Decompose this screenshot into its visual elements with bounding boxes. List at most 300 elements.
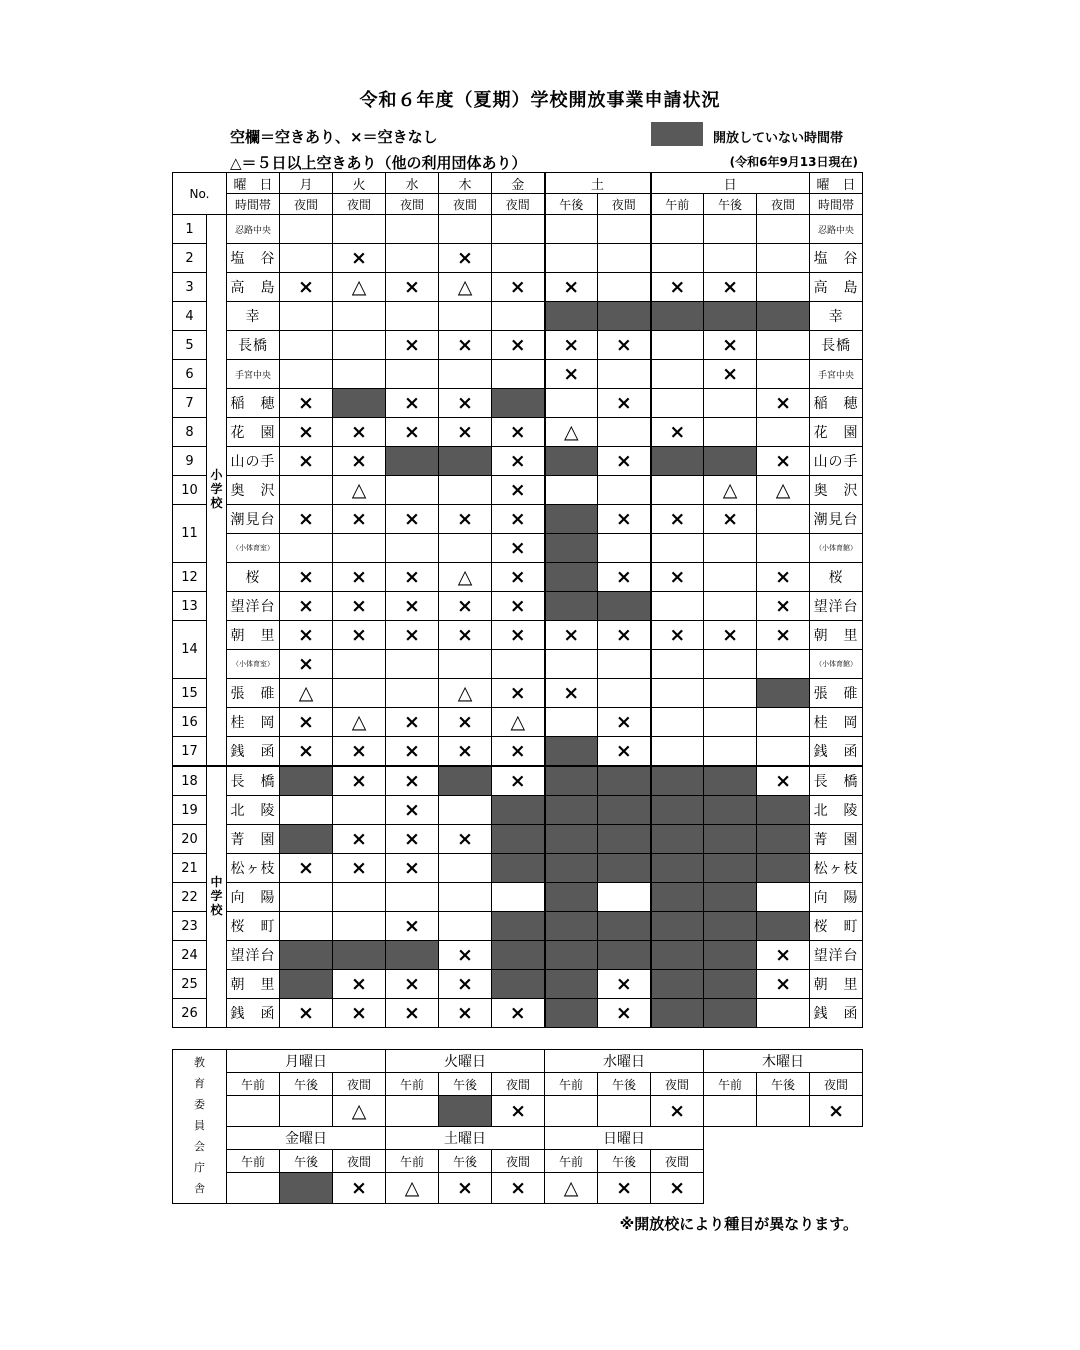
status-full-cell: × (704, 505, 757, 534)
table-row (173, 331, 863, 360)
status-full-cell: × (280, 389, 333, 418)
day-header: 水 (386, 173, 439, 194)
status-cell (598, 883, 651, 912)
closed-cell (704, 854, 757, 883)
row-number: 23 (173, 912, 207, 941)
closed-cell (651, 970, 704, 999)
table-row (173, 825, 863, 854)
school-name-right: 望洋台 (810, 592, 863, 621)
status-full-cell: × (492, 447, 545, 476)
status-cell (439, 534, 492, 563)
status-partial-cell: △ (333, 273, 386, 302)
status-cell (704, 563, 757, 592)
row-number: 9 (173, 447, 207, 476)
status-partial-cell: △ (333, 708, 386, 737)
status-full-cell: × (280, 563, 333, 592)
edu-day-header: 土曜日 (386, 1127, 545, 1150)
closed-cell (704, 883, 757, 912)
closed-cell (545, 766, 598, 796)
closed-cell (651, 854, 704, 883)
edu-slot-row (173, 1073, 863, 1096)
status-full-cell: × (386, 621, 439, 650)
category-elementary: 小学校 (207, 215, 227, 767)
status-full-cell: × (439, 1173, 492, 1204)
school-name-right: 塩 谷 (810, 244, 863, 273)
status-full-cell: × (757, 766, 810, 796)
status-cell (757, 650, 810, 679)
status-full-cell: × (333, 418, 386, 447)
edu-slot-header: 午前 (386, 1073, 439, 1096)
table-row (173, 883, 863, 912)
edu-slot-header: 午前 (545, 1073, 598, 1096)
status-cell (280, 1096, 333, 1127)
closed-cell (704, 941, 757, 970)
status-full-cell: × (280, 650, 333, 679)
status-full-cell: × (386, 273, 439, 302)
status-cell (280, 302, 333, 331)
status-full-cell: × (757, 592, 810, 621)
status-cell (280, 476, 333, 505)
status-full-cell: × (280, 708, 333, 737)
status-full-cell: × (333, 825, 386, 854)
status-cell (492, 650, 545, 679)
row-number: 4 (173, 302, 207, 331)
status-full-cell: × (280, 592, 333, 621)
status-full-cell: × (492, 999, 545, 1028)
row-number: 24 (173, 941, 207, 970)
closed-cell (439, 1096, 492, 1127)
school-name-right: 桜 (810, 563, 863, 592)
status-full-cell: × (333, 621, 386, 650)
status-cell (757, 708, 810, 737)
status-cell (280, 912, 333, 941)
status-full-cell: × (439, 389, 492, 418)
school-name-right: 忍路中央 (810, 215, 863, 244)
closed-cell (545, 796, 598, 825)
status-full-cell: × (757, 563, 810, 592)
status-full-cell: × (598, 331, 651, 360)
status-cell (280, 244, 333, 273)
status-cell (280, 360, 333, 389)
status-full-cell: × (333, 447, 386, 476)
status-partial-cell: △ (439, 563, 492, 592)
day-header: 日 (651, 173, 810, 194)
status-cell (704, 679, 757, 708)
row-number: 17 (173, 737, 207, 767)
school-name-right: 奥 沢 (810, 476, 863, 505)
status-cell (439, 215, 492, 244)
status-cell (651, 244, 704, 273)
closed-cell (492, 854, 545, 883)
sub-facility-name: （小体育室） (227, 534, 280, 563)
closed-cell (280, 825, 333, 854)
status-cell (386, 534, 439, 563)
youbi-header: 曜 日 (227, 173, 280, 194)
school-name: 幸 (227, 302, 280, 331)
table-row (173, 708, 863, 737)
status-cell (651, 476, 704, 505)
status-cell (492, 244, 545, 273)
status-full-cell: × (492, 563, 545, 592)
status-full-cell: × (492, 273, 545, 302)
row-number: 15 (173, 679, 207, 708)
school-name-right: 長橋 (810, 331, 863, 360)
status-cell (598, 360, 651, 389)
closed-cell (280, 1173, 333, 1204)
row-number: 18 (173, 766, 207, 796)
jikantai-header-right: 時間帯 (810, 194, 863, 215)
table-row (173, 244, 863, 273)
edu-empty (704, 1173, 863, 1204)
status-cell (333, 796, 386, 825)
status-full-cell: × (280, 273, 333, 302)
closed-cell (651, 999, 704, 1028)
status-full-cell: × (280, 854, 333, 883)
closed-cell (651, 796, 704, 825)
closed-cell (598, 766, 651, 796)
closed-cell (545, 970, 598, 999)
row-number: 19 (173, 796, 207, 825)
school-name-right: 朝 里 (810, 970, 863, 999)
status-full-cell: × (386, 912, 439, 941)
table-row (173, 447, 863, 476)
school-name: 北 陵 (227, 796, 280, 825)
table-row (173, 302, 863, 331)
closed-cell (333, 941, 386, 970)
status-cell (333, 331, 386, 360)
status-full-cell: × (492, 505, 545, 534)
status-full-cell: × (704, 273, 757, 302)
status-cell (492, 215, 545, 244)
status-cell (704, 389, 757, 418)
status-cell (757, 215, 810, 244)
status-full-cell: × (386, 505, 439, 534)
status-full-cell: × (439, 418, 492, 447)
status-partial-cell: △ (545, 1173, 598, 1204)
row-number: 20 (173, 825, 207, 854)
closed-cell (545, 447, 598, 476)
status-cell (757, 883, 810, 912)
status-cell (280, 883, 333, 912)
school-name-right: 菁 園 (810, 825, 863, 854)
status-cell (386, 215, 439, 244)
status-full-cell: × (651, 505, 704, 534)
school-name: 朝 里 (227, 970, 280, 999)
closed-cell (545, 941, 598, 970)
status-full-cell: × (492, 621, 545, 650)
closed-cell (598, 854, 651, 883)
status-cell (333, 360, 386, 389)
status-full-cell: × (439, 505, 492, 534)
status-cell (545, 389, 598, 418)
status-partial-cell: △ (492, 708, 545, 737)
status-full-cell: × (492, 1096, 545, 1127)
school-name: 花 園 (227, 418, 280, 447)
edu-day-row (173, 1050, 863, 1073)
status-full-cell: × (757, 621, 810, 650)
status-cell (545, 215, 598, 244)
status-full-cell: × (598, 999, 651, 1028)
edu-slot-header: 午前 (227, 1150, 280, 1173)
status-partial-cell: △ (757, 476, 810, 505)
closed-cell (704, 796, 757, 825)
table-row (173, 796, 863, 825)
status-full-cell: × (704, 331, 757, 360)
status-cell (598, 215, 651, 244)
closed-cell (704, 825, 757, 854)
row-number: 6 (173, 360, 207, 389)
school-name-right: 朝 里 (810, 621, 863, 650)
edu-slot-header: 午後 (598, 1150, 651, 1173)
closed-cell (598, 912, 651, 941)
status-full-cell: × (386, 854, 439, 883)
status-full-cell: × (386, 708, 439, 737)
closed-cell (651, 302, 704, 331)
closed-cell (545, 912, 598, 941)
status-cell (757, 999, 810, 1028)
school-name-right: 桂 岡 (810, 708, 863, 737)
status-full-cell: × (757, 970, 810, 999)
school-name-right: 潮見台 (810, 505, 863, 534)
row-number: 5 (173, 331, 207, 360)
status-cell (333, 679, 386, 708)
row-number: 8 (173, 418, 207, 447)
jikantai-header: 時間帯 (227, 194, 280, 215)
slot-header: 午前 (651, 194, 704, 215)
edu-day-header: 日曜日 (545, 1127, 704, 1150)
status-cell (757, 360, 810, 389)
status-full-cell: × (439, 737, 492, 767)
closed-cell (492, 941, 545, 970)
edu-slot-header: 夜間 (333, 1150, 386, 1173)
closed-cell (757, 825, 810, 854)
closed-cell (280, 766, 333, 796)
school-name: 菁 園 (227, 825, 280, 854)
status-full-cell: × (598, 621, 651, 650)
status-full-cell: × (598, 1173, 651, 1204)
school-name-right: 向 陽 (810, 883, 863, 912)
edu-slot-header: 午前 (545, 1150, 598, 1173)
table-row (173, 999, 863, 1028)
edu-slot-header: 夜間 (651, 1073, 704, 1096)
status-full-cell: × (386, 331, 439, 360)
status-cell (386, 679, 439, 708)
closed-cell (386, 941, 439, 970)
edu-slot-row (173, 1150, 863, 1173)
status-full-cell: × (439, 825, 492, 854)
school-name-right: 幸 (810, 302, 863, 331)
closed-cell (545, 999, 598, 1028)
status-cell (333, 215, 386, 244)
status-partial-cell: △ (280, 679, 333, 708)
closed-cell (651, 447, 704, 476)
status-full-cell: × (280, 447, 333, 476)
day-header: 木 (439, 173, 492, 194)
status-cell (651, 737, 704, 767)
school-name: 桜 町 (227, 912, 280, 941)
edu-slot-header: 午後 (280, 1073, 333, 1096)
closed-cell (598, 302, 651, 331)
closed-cell (757, 796, 810, 825)
status-full-cell: × (439, 941, 492, 970)
edu-empty (704, 1127, 863, 1150)
closed-cell (757, 912, 810, 941)
school-name: 望洋台 (227, 941, 280, 970)
closed-cell (545, 825, 598, 854)
status-cell (704, 1096, 757, 1127)
closed-cell (545, 592, 598, 621)
edu-slot-header: 夜間 (810, 1073, 863, 1096)
table-row (173, 273, 863, 302)
education-office-table (172, 1049, 863, 1204)
school-name: 長橋 (227, 331, 280, 360)
status-full-cell: × (333, 1173, 386, 1204)
table-row (173, 737, 863, 767)
school-name: 銭 函 (227, 999, 280, 1028)
footnote: ※開放校により種目が異なります。 (619, 1215, 858, 1233)
school-name-right: 山の手 (810, 447, 863, 476)
school-name: 稲 穂 (227, 389, 280, 418)
closed-cell (704, 766, 757, 796)
status-partial-cell: △ (545, 418, 598, 447)
status-full-cell: × (492, 534, 545, 563)
status-cell (598, 650, 651, 679)
status-full-cell: × (492, 331, 545, 360)
status-cell (651, 592, 704, 621)
status-cell (704, 592, 757, 621)
status-cell (439, 360, 492, 389)
youbi-header-right: 曜 日 (810, 173, 863, 194)
row-number: 16 (173, 708, 207, 737)
status-full-cell: × (757, 941, 810, 970)
status-full-cell: × (280, 999, 333, 1028)
legend-line-1: 空欄＝空きあり、×＝空きなし (230, 128, 438, 146)
status-cell (757, 244, 810, 273)
status-partial-cell: △ (333, 1096, 386, 1127)
status-cell (704, 534, 757, 563)
status-cell (439, 650, 492, 679)
status-cell (651, 679, 704, 708)
status-cell (439, 796, 492, 825)
status-cell (598, 534, 651, 563)
table-row (173, 941, 863, 970)
row-number: 25 (173, 970, 207, 999)
school-name: 手宮中央 (227, 360, 280, 389)
table-row (173, 621, 863, 650)
edu-empty (704, 1150, 863, 1173)
closed-cell (545, 505, 598, 534)
edu-day-header: 木曜日 (704, 1050, 863, 1073)
school-name-right: 張 碓 (810, 679, 863, 708)
edu-slot-header: 夜間 (492, 1150, 545, 1173)
status-cell (227, 1173, 280, 1204)
status-full-cell: × (439, 244, 492, 273)
status-full-cell: × (280, 505, 333, 534)
status-cell (651, 534, 704, 563)
status-cell (757, 1096, 810, 1127)
sub-facility-name-right: （小体育館） (810, 534, 863, 563)
edu-day-header: 火曜日 (386, 1050, 545, 1073)
closed-cell (280, 970, 333, 999)
status-cell (439, 302, 492, 331)
status-full-cell: × (439, 999, 492, 1028)
table-row (173, 592, 863, 621)
status-full-cell: × (333, 563, 386, 592)
status-full-cell: × (280, 737, 333, 767)
edu-day-header: 水曜日 (545, 1050, 704, 1073)
table-row (173, 970, 863, 999)
closed-cell (545, 854, 598, 883)
school-name-right: 北 陵 (810, 796, 863, 825)
status-cell (439, 883, 492, 912)
closed-cell (757, 854, 810, 883)
status-cell (704, 418, 757, 447)
closed-cell (492, 389, 545, 418)
closed-cell (545, 737, 598, 767)
status-cell (280, 534, 333, 563)
status-cell (757, 418, 810, 447)
status-full-cell: × (386, 418, 439, 447)
edu-slot-header: 午前 (704, 1073, 757, 1096)
closed-cell (651, 825, 704, 854)
closed-cell (704, 999, 757, 1028)
closed-cell (651, 941, 704, 970)
row-number: 21 (173, 854, 207, 883)
school-name: 朝 里 (227, 621, 280, 650)
closed-cell (651, 766, 704, 796)
status-cell (651, 650, 704, 679)
school-name-right: 望洋台 (810, 941, 863, 970)
category-junior: 中学校 (207, 766, 227, 1028)
status-full-cell: × (386, 563, 439, 592)
day-header: 金 (492, 173, 545, 194)
status-cell (598, 273, 651, 302)
sub-facility-name-right: （小体育館） (810, 650, 863, 679)
status-full-cell: × (280, 418, 333, 447)
status-cell (386, 1096, 439, 1127)
status-cell (598, 679, 651, 708)
status-full-cell: × (333, 505, 386, 534)
school-name: 桂 岡 (227, 708, 280, 737)
table-row (173, 505, 863, 534)
status-full-cell: × (439, 970, 492, 999)
row-number: 2 (173, 244, 207, 273)
school-name: 長 橋 (227, 766, 280, 796)
status-full-cell: × (492, 476, 545, 505)
status-cell (333, 302, 386, 331)
no-header: No. (173, 173, 227, 215)
closed-cell (704, 912, 757, 941)
status-full-cell: × (810, 1096, 863, 1127)
school-name: 望洋台 (227, 592, 280, 621)
status-cell (545, 1096, 598, 1127)
status-full-cell: × (386, 737, 439, 767)
school-name: 山の手 (227, 447, 280, 476)
status-full-cell: × (492, 766, 545, 796)
status-full-cell: × (598, 737, 651, 767)
status-cell (651, 708, 704, 737)
page-title: 令和６年度（夏期）学校開放事業申請状況 (359, 90, 721, 111)
status-full-cell: × (333, 970, 386, 999)
status-full-cell: × (598, 708, 651, 737)
slot-header: 夜間 (598, 194, 651, 215)
status-cell (227, 1096, 280, 1127)
status-cell (439, 476, 492, 505)
closed-cell (439, 766, 492, 796)
closed-cell (757, 679, 810, 708)
closed-cell (280, 941, 333, 970)
edu-day-header: 月曜日 (227, 1050, 386, 1073)
